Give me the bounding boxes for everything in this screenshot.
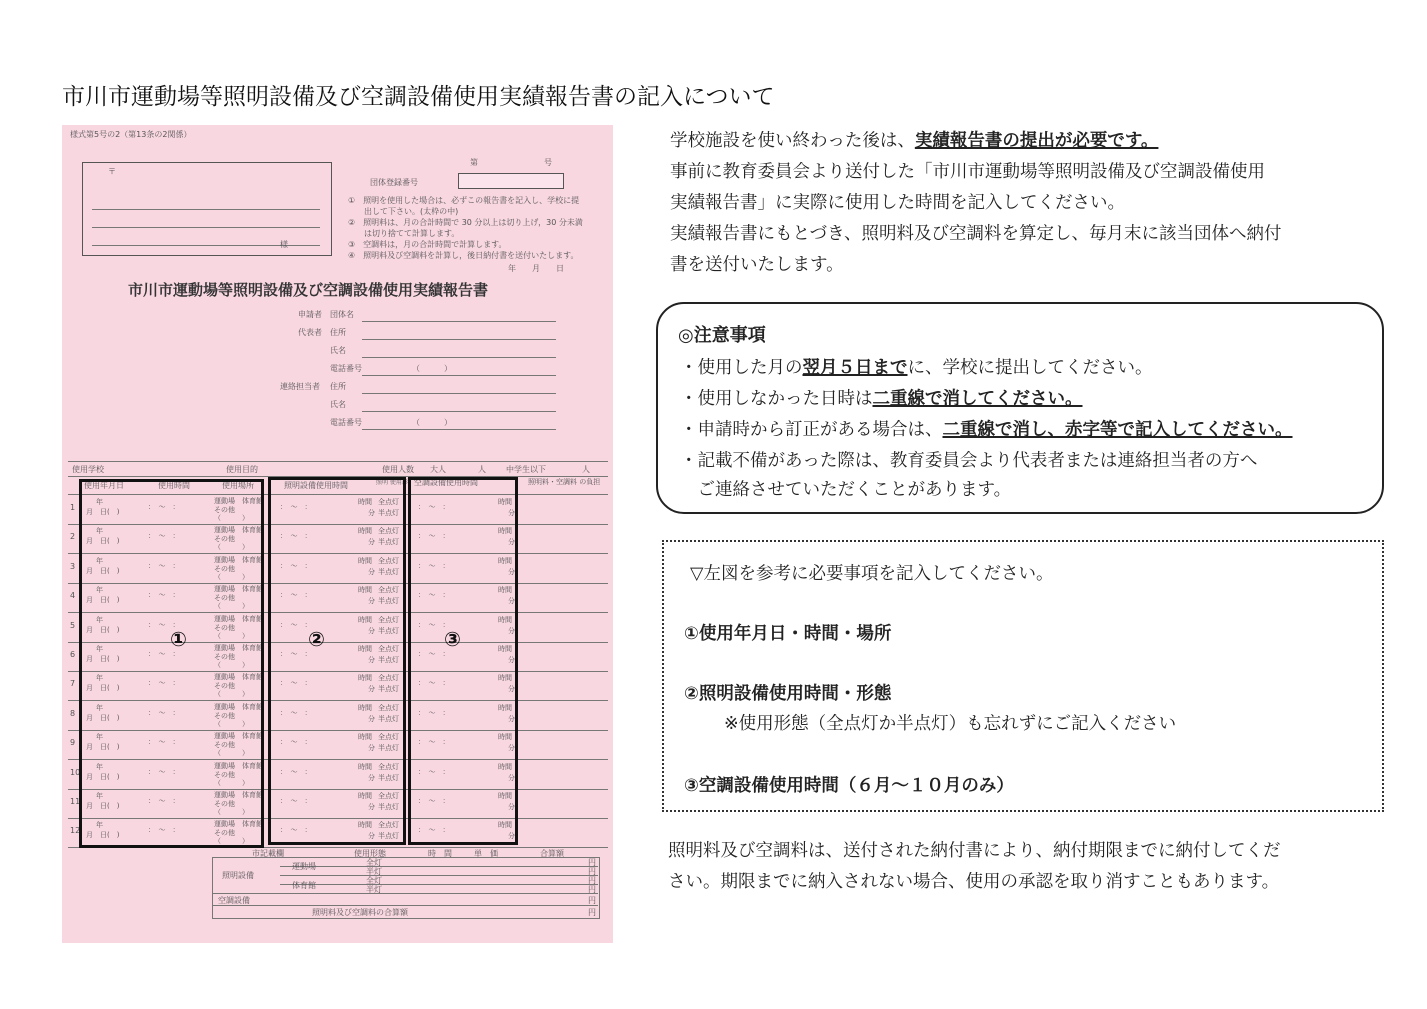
form-row-cell: 分 <box>368 509 375 517</box>
form-row-cell: 年 <box>96 762 103 771</box>
form-row-cell: 時間 <box>358 762 372 771</box>
rep-name-label: 氏名 <box>330 346 346 355</box>
form-row-cell: （ ） <box>214 631 249 640</box>
form-row-number: 12 <box>70 826 81 836</box>
form-row-cell: ： ～ ： <box>148 797 180 805</box>
intro-line-1: 学校施設を使い終わった後は、実績報告書の提出が必要です。 <box>670 131 1159 151</box>
intro-line-3: 実績報告書」に実際に使用した時間を記入してください。 <box>670 193 1125 213</box>
form-row-cell: その他 <box>214 800 235 808</box>
fee-full-2: 全灯 <box>366 876 382 885</box>
applicant-label: 申請者 <box>298 310 322 319</box>
form-row-cell: （ ） <box>214 749 249 758</box>
notice-item-3: ・申請時から訂正がある場合は、二重線で消し、赤字等で記入してください。 <box>680 420 1293 440</box>
form-row-cell: ： ～ ： <box>280 797 312 805</box>
contact-label: 連絡担当者 <box>280 382 320 391</box>
form-row-cell: 時間 <box>358 527 372 536</box>
col-date: 使用年月日 <box>84 481 124 490</box>
form-row-cell: 分 <box>508 656 515 664</box>
rep-address-label: 住所 <box>330 328 346 337</box>
form-row-cell: 年 <box>96 792 103 800</box>
form-row-cell: 分 <box>368 803 375 811</box>
form-row-cell: 年 <box>96 527 103 536</box>
form-row-cell: ： ～ ： <box>280 767 312 776</box>
form-row-cell: 半点灯 <box>378 626 399 635</box>
form-row-cell: 分 <box>368 538 375 547</box>
guide-item-1: ①使用年月日・時間・場所 <box>684 624 892 644</box>
form-row-cell: ： ～ ： <box>418 591 450 600</box>
form-row-cell: 半点灯 <box>378 567 399 576</box>
form-row-cell: 月 日( ) <box>86 537 120 546</box>
form-row-cell: 時間 <box>358 556 372 565</box>
form-row-cell: 年 <box>96 674 103 683</box>
form-date-line: 年 月 日 <box>508 264 564 273</box>
form-row-cell: ： ～ ： <box>148 591 180 600</box>
contact-phone-paren: （ ） <box>412 418 452 427</box>
people-label: 使用人数 <box>382 465 414 474</box>
form-row-cell: ： ～ ： <box>280 620 312 629</box>
form-row-cell: 全点灯 <box>378 674 399 683</box>
form-row-number: 10 <box>70 767 81 777</box>
form-row-cell: ： ～ ： <box>280 826 312 835</box>
form-row-cell: 運動場 体育館 <box>214 673 263 682</box>
form-row-cell: 半点灯 <box>378 685 399 694</box>
notice-title: ◎注意事項 <box>678 325 766 346</box>
form-row-number: 6 <box>70 650 76 659</box>
col-place: 使用場所 <box>222 481 254 490</box>
footer-line-1: 照明料及び空調料は、送付された納付書により、納付期限までに納付してくだ <box>668 841 1281 861</box>
form-row-cell: その他 <box>214 682 235 691</box>
form-row-cell: ： ～ ： <box>148 708 180 717</box>
form-row-cell: ： ～ ： <box>280 679 312 688</box>
form-row-number: 11 <box>70 797 81 806</box>
form-row-cell: ： ～ ： <box>280 650 312 658</box>
rep-phone-label: 電話番号 <box>330 364 362 373</box>
form-row-cell: 半点灯 <box>378 656 399 664</box>
form-mark-3: ③ <box>444 627 461 651</box>
col-fee: 照明料・空調料 の負担 <box>528 478 601 486</box>
form-row-cell: 全点灯 <box>378 733 399 742</box>
form-row-cell: 分 <box>508 509 515 517</box>
form-row-cell: （ ） <box>214 543 249 552</box>
form-row-cell: ： ～ ： <box>418 620 450 629</box>
col-light: 照明設備使用時間 <box>284 481 348 490</box>
child-person: 人 <box>582 465 590 474</box>
form-row-cell: 時間 <box>358 586 372 595</box>
col-ac: 空調設備使用時間 <box>414 478 478 487</box>
registration-label: 団体登録番号 <box>370 178 418 187</box>
form-row-number: 3 <box>70 561 76 571</box>
postal-mark: 〒 <box>108 167 116 176</box>
form-row-number: 5 <box>70 620 76 630</box>
form-row-cell: ： ～ ： <box>148 767 180 776</box>
form-row-cell: 半点灯 <box>378 773 399 782</box>
form-sama: 様 <box>280 240 288 249</box>
form-row-cell: 運動場 体育館 <box>214 702 263 711</box>
form-row-cell: ： ～ ： <box>148 650 180 658</box>
form-row-cell: 分 <box>508 626 515 635</box>
form-row-cell: 半点灯 <box>378 538 399 547</box>
fee-yen-4: 円 <box>588 885 596 894</box>
form-row-cell: ： ～ ： <box>418 767 450 776</box>
form-row-cell: ： ～ ： <box>418 532 450 541</box>
form-row-cell: 時間 <box>498 556 512 565</box>
form-row-cell: 月 日( ) <box>86 566 120 575</box>
form-row-cell: 運動場 体育館 <box>214 820 263 829</box>
form-row-cell: 分 <box>368 744 375 753</box>
form-row-cell: 分 <box>368 832 375 841</box>
contact-phone-label: 電話番号 <box>330 418 362 427</box>
form-row-cell: 全点灯 <box>378 527 399 536</box>
form-row-cell: 半点灯 <box>378 509 399 517</box>
fee-gym: 体育館 <box>292 881 316 890</box>
fee-yen-6: 円 <box>588 908 596 917</box>
form-row-cell: （ ） <box>214 690 249 699</box>
section-1-frame <box>79 479 264 848</box>
notice-item-4b: ご連絡させていただくことがあります。 <box>680 480 1012 500</box>
form-row-cell: （ ） <box>214 719 249 728</box>
form-row-cell: 分 <box>508 744 515 753</box>
form-row-cell: 時間 <box>498 586 512 595</box>
form-row-cell: 時間 <box>358 645 372 653</box>
form-row-number: 8 <box>70 708 76 718</box>
form-row-cell: 分 <box>508 597 515 606</box>
fee-yen-5: 円 <box>588 896 596 905</box>
form-note-2: ② 照明料は、月の合計時間で 30 分以上は切り上げ，30 分未満 <box>348 218 583 227</box>
rep-label: 代表者 <box>298 328 322 337</box>
form-row-cell: 分 <box>508 685 515 694</box>
fee-yen-3: 円 <box>588 876 596 885</box>
form-row-cell: 運動場 体育館 <box>214 761 263 770</box>
form-row-number: 2 <box>70 532 76 542</box>
form-row-cell: 時間 <box>358 821 372 830</box>
form-row-cell: ： ～ ： <box>280 503 312 511</box>
form-go: 号 <box>544 158 552 167</box>
form-row-cell: ： ～ ： <box>280 591 312 600</box>
form-row-cell: 月 日( ) <box>86 655 120 663</box>
fee-usage: 使用形態 <box>354 849 386 858</box>
form-row-cell: その他 <box>214 653 235 661</box>
form-row-cell: 運動場 体育館 <box>214 644 263 652</box>
intro-line-4: 実績報告書にもとづき、照明料及び空調料を算定し、毎月末に該当団体へ納付 <box>670 224 1282 244</box>
group-name-label: 団体名 <box>330 310 354 319</box>
form-row-cell: その他 <box>214 535 235 544</box>
form-row-cell: ： ～ ： <box>148 738 180 747</box>
form-row-cell: 分 <box>368 714 375 723</box>
form-row-cell: 年 <box>96 703 103 712</box>
form-row-cell: 時間 <box>498 498 512 506</box>
form-note-2b: は切り捨てて計算します。 <box>348 229 460 238</box>
form-row-cell: （ ） <box>214 837 249 846</box>
form-row-cell: ： ～ ： <box>418 679 450 688</box>
form-row-cell: ： ～ ： <box>418 708 450 717</box>
form-row-cell: 全点灯 <box>378 615 399 624</box>
form-row-cell: 月 日( ) <box>86 596 120 605</box>
form-row-cell: 月 日( ) <box>86 772 120 781</box>
form-row-cell: 運動場 体育館 <box>214 732 263 741</box>
fee-sum: 照明料及び空調料の合算額 <box>312 908 408 917</box>
guide-item-2: ②照明設備使用時間・形態 <box>684 684 892 704</box>
page-title: 市川市運動場等照明設備及び空調設備使用実績報告書の記入について <box>62 84 775 110</box>
form-row-cell: 時間 <box>498 733 512 742</box>
form-row-cell: 分 <box>368 626 375 635</box>
fee-lighting: 照明設備 <box>222 871 254 880</box>
form-row-cell: ： ～ ： <box>418 650 450 658</box>
form-row-cell: 時間 <box>358 498 372 506</box>
guide-intro: ▽左図を参考に必要事項を記入してください。 <box>690 564 1054 584</box>
form-row-cell: 分 <box>368 656 375 664</box>
form-row-cell: （ ） <box>214 572 249 581</box>
rep-phone-paren: （ ） <box>412 364 452 373</box>
intro-line-2: 事前に教育委員会より送付した「市川市運動場等照明設備及び空調設備使用 <box>670 162 1265 182</box>
form-row-cell: ： ～ ： <box>148 561 180 570</box>
form-row-cell: 運動場 体育館 <box>214 555 263 564</box>
form-row-cell: 分 <box>368 685 375 694</box>
form-row-cell: 半点灯 <box>378 714 399 723</box>
form-row-cell: 全点灯 <box>378 586 399 595</box>
notice-item-2: ・使用しなかった日時は二重線で消してください。 <box>680 389 1083 409</box>
form-row-number: 1 <box>70 503 76 512</box>
form-row-cell: 時間 <box>498 821 512 830</box>
form-row-cell: （ ） <box>214 602 249 611</box>
form-row-cell: 全点灯 <box>378 645 399 653</box>
form-row-cell: 分 <box>508 773 515 782</box>
form-row-cell: 時間 <box>498 674 512 683</box>
form-row-cell: 運動場 体育館 <box>214 614 263 623</box>
form-row-cell: 分 <box>508 714 515 723</box>
form-row-cell: 運動場 体育館 <box>214 497 263 505</box>
form-row-cell: 月 日( ) <box>86 831 120 840</box>
form-row-cell: ： ～ ： <box>280 532 312 541</box>
registration-number-field <box>458 173 564 189</box>
school-label: 使用学校 <box>72 465 104 474</box>
form-row-cell: 全点灯 <box>378 498 399 506</box>
form-row-cell: その他 <box>214 594 235 603</box>
form-row-cell: （ ） <box>214 808 249 816</box>
form-title: 市川市運動場等照明設備及び空調設備使用実績報告書 <box>128 281 489 299</box>
form-row-cell: 全点灯 <box>378 792 399 800</box>
form-row-cell: 時間 <box>498 615 512 624</box>
fee-time: 時 間 <box>428 849 452 858</box>
form-row-cell: 全点灯 <box>378 556 399 565</box>
form-mark-1: ① <box>170 627 187 651</box>
form-row-cell: ： ～ ： <box>148 503 180 511</box>
form-row-cell: 運動場 体育館 <box>214 526 263 535</box>
form-row-cell: 分 <box>508 803 515 811</box>
form-row-cell: ： ～ ： <box>148 826 180 835</box>
form-row-cell: 月 日( ) <box>86 802 120 810</box>
form-row-cell: 時間 <box>358 615 372 624</box>
form-row-number: 4 <box>70 591 76 601</box>
form-row-cell: 年 <box>96 586 103 595</box>
guide-item-2-note: ※使用形態（全点灯か半点灯）も忘れずにご記入ください <box>724 714 1177 734</box>
form-row-cell: 分 <box>508 567 515 576</box>
form-row-cell: その他 <box>214 564 235 573</box>
form-dai: 第 <box>470 158 478 167</box>
form-row-cell: その他 <box>214 506 235 514</box>
form-row-cell: 全点灯 <box>378 703 399 712</box>
fee-half-1: 半灯 <box>366 867 382 876</box>
form-row-cell: 時間 <box>498 792 512 800</box>
form-row-cell: 月 日( ) <box>86 713 120 722</box>
fee-total: 合算額 <box>540 849 564 858</box>
form-row-cell: その他 <box>214 829 235 838</box>
form-row-cell: 半点灯 <box>378 803 399 811</box>
form-row-cell: 時間 <box>498 762 512 771</box>
col-time: 使用時間 <box>158 481 190 490</box>
form-row-cell: ： ～ ： <box>418 738 450 747</box>
form-row-number: 7 <box>70 679 76 689</box>
form-row-cell: 月 日( ) <box>86 625 120 634</box>
form-row-cell: ： ～ ： <box>280 708 312 717</box>
form-row-cell: 年 <box>96 733 103 742</box>
form-row-cell: 年 <box>96 556 103 565</box>
form-row-cell: ： ～ ： <box>280 738 312 747</box>
form-row-cell: 全点灯 <box>378 762 399 771</box>
form-row-cell: ： ～ ： <box>418 503 450 511</box>
form-row-cell: 時間 <box>358 792 372 800</box>
form-row-cell: その他 <box>214 623 235 632</box>
form-row-cell: 月 日( ) <box>86 743 120 752</box>
notice-item-1: ・使用した月の翌月５日までに、学校に提出してください。 <box>680 358 1153 378</box>
form-row-cell: 時間 <box>498 645 512 653</box>
form-style-number: 様式第5号の2（第13条の2関係） <box>70 130 192 139</box>
form-row-cell: ： ～ ： <box>418 826 450 835</box>
fee-city: 市記載欄 <box>252 849 284 858</box>
form-row-cell: ： ～ ： <box>148 532 180 541</box>
contact-address-label: 住所 <box>330 382 346 391</box>
fee-unit: 単 価 <box>474 849 498 858</box>
intro-line-5: 書を送付いたします。 <box>670 255 844 275</box>
form-row-cell: その他 <box>214 741 235 750</box>
form-mark-2: ② <box>308 627 325 651</box>
fee-yen-2: 円 <box>588 867 596 876</box>
form-row-cell: （ ） <box>214 778 249 787</box>
form-row-cell: ： ～ ： <box>148 679 180 688</box>
fee-field: 運動場 <box>292 862 316 871</box>
form-note-3: ③ 空調料は，月の合計時間で計算します。 <box>348 240 507 249</box>
form-row-cell: その他 <box>214 770 235 779</box>
form-row-cell: 半点灯 <box>378 744 399 753</box>
form-row-cell: 年 <box>96 821 103 830</box>
form-row-cell: 分 <box>368 773 375 782</box>
form-row-cell: 時間 <box>358 733 372 742</box>
form-row-cell: （ ） <box>214 661 249 669</box>
form-row-cell: 時間 <box>498 527 512 536</box>
fee-yen-1: 円 <box>588 858 596 867</box>
form-row-cell: 運動場 体育館 <box>214 585 263 594</box>
form-row-cell: その他 <box>214 711 235 720</box>
form-row-cell: 半点灯 <box>378 832 399 841</box>
col-form: 照明 使用形 <box>376 479 408 486</box>
form-row-cell: 年 <box>96 645 103 653</box>
fee-half-2: 半灯 <box>366 885 382 894</box>
form-row-cell: 分 <box>368 567 375 576</box>
form-row-cell: ： ～ ： <box>148 620 180 629</box>
form-note-4: ④ 照明料及び空調料を計算し，後日納付書を送付いたします。 <box>348 251 579 260</box>
form-row-cell: 半点灯 <box>378 597 399 606</box>
form-row-cell: 年 <box>96 498 103 506</box>
fee-ac: 空調設備 <box>218 896 250 905</box>
fee-full-1: 全灯 <box>366 858 382 867</box>
adult-label: 大人 <box>430 465 446 474</box>
form-row-cell: 分 <box>508 832 515 841</box>
form-note-1: ① 照明を使用した場合は、必ずこの報告書を記入し、学校に提 <box>348 196 580 205</box>
form-row-cell: ： ～ ： <box>418 561 450 570</box>
form-row-cell: 分 <box>508 538 515 547</box>
form-row-cell: 時間 <box>358 703 372 712</box>
form-row-cell: 時間 <box>498 703 512 712</box>
form-row-cell: ： ～ ： <box>418 797 450 805</box>
purpose-label: 使用目的 <box>226 465 258 474</box>
form-row-cell: 運動場 体育館 <box>214 791 263 799</box>
section-3-frame <box>408 477 518 845</box>
guide-item-3: ③空調設備使用時間（６月～１０月のみ） <box>684 776 1014 796</box>
form-row-cell: 月 日( ) <box>86 508 120 516</box>
form-row-cell: （ ） <box>214 514 249 522</box>
form-row-cell: 全点灯 <box>378 821 399 830</box>
form-row-cell: 分 <box>368 597 375 606</box>
child-label: 中学生以下 <box>506 465 546 474</box>
footer-line-2: さい。期限までに納入されない場合、使用の承認を取り消すこともあります。 <box>668 872 1280 892</box>
form-row-cell: 年 <box>96 615 103 624</box>
form-note-1b: 出して下さい。(太枠の中) <box>348 207 459 216</box>
adult-person: 人 <box>478 465 486 474</box>
report-form-image <box>62 125 613 943</box>
section-2-frame <box>268 477 406 845</box>
form-row-cell: ： ～ ： <box>280 561 312 570</box>
contact-name-label: 氏名 <box>330 400 346 409</box>
form-row-cell: 月 日( ) <box>86 684 120 693</box>
notice-item-4: ・記載不備があった際は、教育委員会より代表者または連絡担当者の方へ <box>680 451 1258 471</box>
form-row-cell: 時間 <box>358 674 372 683</box>
form-row-number: 9 <box>70 738 76 748</box>
